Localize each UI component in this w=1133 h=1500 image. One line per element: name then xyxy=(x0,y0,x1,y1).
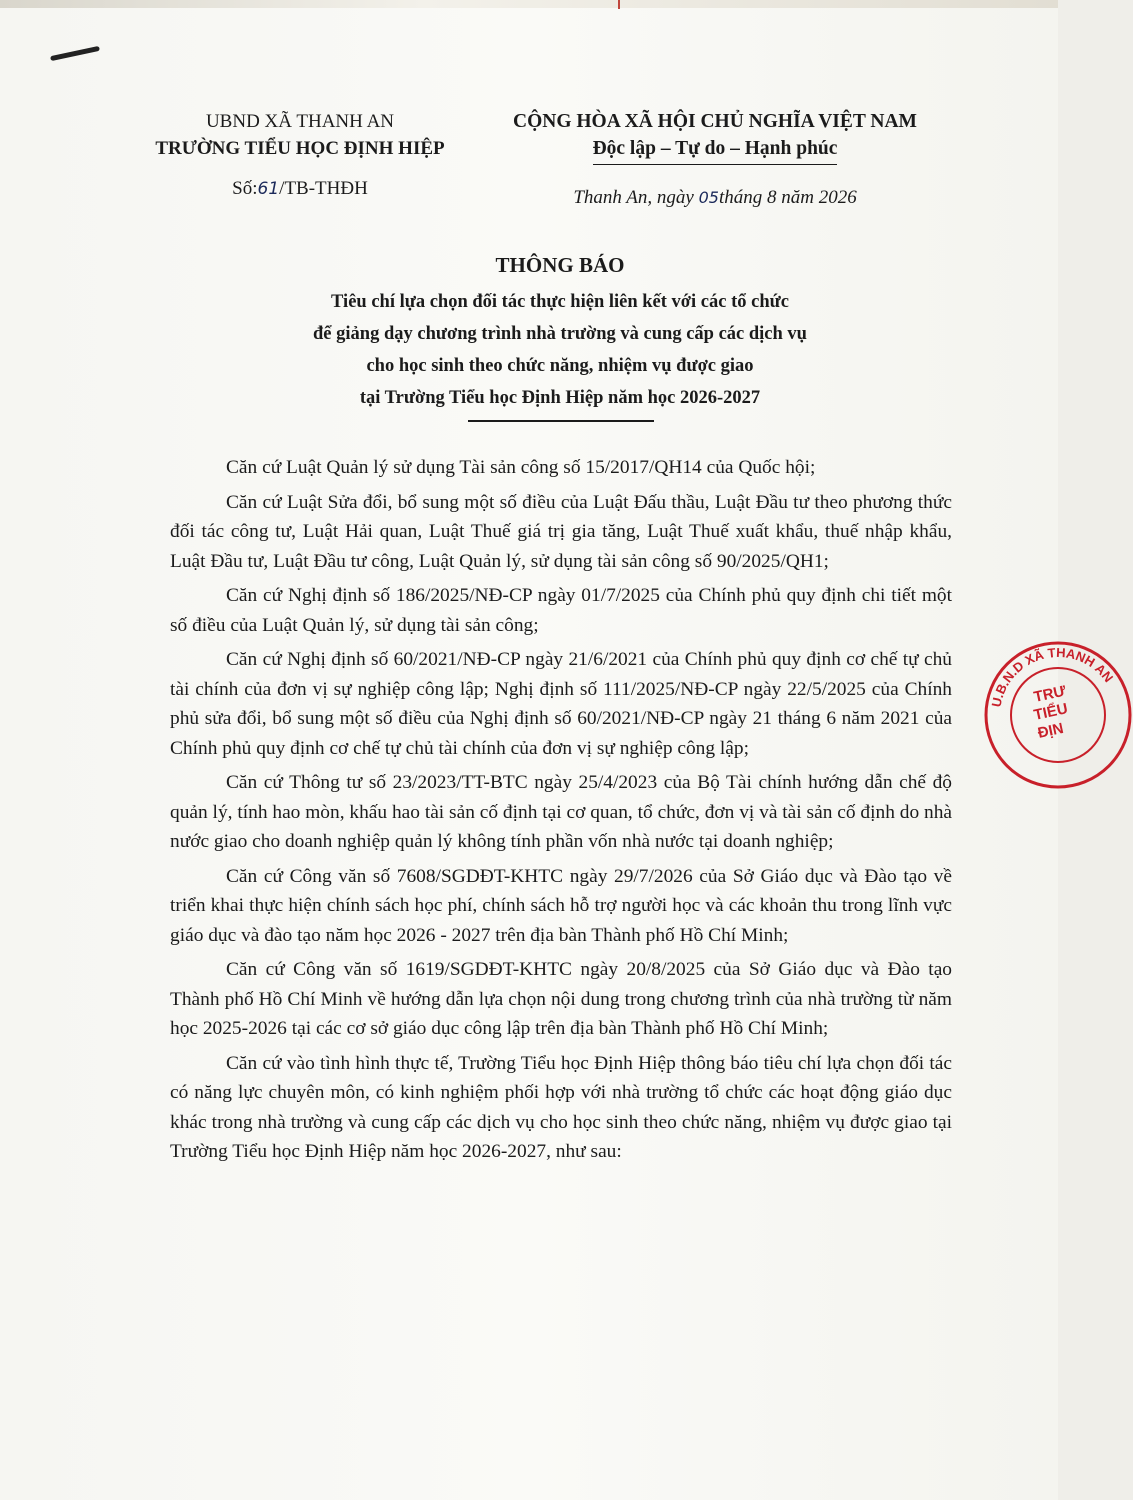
national-title: CỘNG HÒA XÃ HỘI CHỦ NGHĨA VIỆT NAM xyxy=(513,111,917,132)
place-date-line xyxy=(480,187,950,209)
subtitle-line: cho học sinh theo chức năng, nhiệm vụ được giao xyxy=(366,356,754,376)
legal-basis-paragraph: Căn cứ Luật Sửa đổi, bổ sung một số điều của Luật Đấu thầu, Luật Đầu tư theo phương thức đối tác công tư, Luật Hải quan, Luật Thuế giá trị gia tăng, Luật Thuế xuất khẩu, thuế nhập khẩu, Luật Đầu tư, Luật Đầu tư công, Luật Quản lý, sử dụng tài sản công số 90/2025/QH1; xyxy=(170,491,952,572)
date-prefix: Thanh An, ngày xyxy=(573,187,694,208)
pen-stroke-mark xyxy=(50,46,100,61)
date-suffix: tháng 8 năm 2026 xyxy=(718,187,857,208)
national-motto: Độc lập – Tự do – Hạnh phúc xyxy=(593,135,838,165)
seal-center-line: TRƯ xyxy=(1032,682,1068,706)
date-day-handwritten: 05 xyxy=(698,188,719,207)
subtitle-line: Tiêu chí lựa chọn đối tác thực hiện liên kết với các tổ chức xyxy=(331,292,789,312)
seal-ring-text: U.B.N.D XÃ THANH AN xyxy=(988,644,1117,709)
subtitle-line: để giảng dạy chương trình nhà trường và cung cấp các dịch vụ xyxy=(313,324,807,344)
subtitle-line: tại Trường Tiểu học Định Hiệp năm học 2026-2027 xyxy=(359,388,761,408)
official-seal-stamp xyxy=(983,640,1133,790)
seal-center-line: TIỂU xyxy=(1032,700,1070,724)
legal-basis-paragraph: Căn cứ Luật Quản lý sử dụng Tài sản công số 15/2017/QH14 của Quốc hội; xyxy=(226,457,816,478)
announcement-intro-paragraph: Căn cứ vào tình hình thực tế, Trường Tiểu học Định Hiệp thông báo tiêu chí lựa chọn đối tác có năng lực chuyên môn, có kinh nghiệm phối hợp với nhà trường tổ chức các hoạt động giáo dục khác trong nhà trường và cung cấp các dịch vụ cho học sinh theo chức năng, nhiệm vụ được giao tại Trường Tiểu học Định Hiệp năm học 2026-2027, như sau: xyxy=(170,1052,952,1162)
legal-basis-paragraph: Căn cứ Nghị định số 60/2021/NĐ-CP ngày 21/6/2021 của Chính phủ quy định cơ chế tự chủ tài chính của đơn vị sự nghiệp công lập; Nghị định số 111/2025/NĐ-CP ngày 22/5/2025 của Chính phủ sửa đổi, bổ sung một số điều của Nghị định số 60/2021/NĐ-CP ngày 21 tháng 6 năm 2021 của Chính phủ quy định cơ chế tự chủ tài chính của đơn vị sự nghiệp công lập; xyxy=(170,649,952,759)
legal-basis-paragraph: Căn cứ Công văn số 1619/SGDĐT-KHTC ngày 20/8/2025 của Sở Giáo dục và Đào tạo Thành phố Hồ Chí Minh về hướng dẫn lựa chọn nội dung trong chương trình của nhà trường từ năm học 2025-2026 tại các cơ sở giáo dục công lập trên địa bàn Thành phố Hồ Chí Minh; xyxy=(170,959,952,1039)
title-underline xyxy=(468,420,654,422)
national-heading-block xyxy=(480,108,950,165)
doc-number-suffix: /TB-THĐH xyxy=(279,178,368,199)
school-name: TRƯỜNG TIỂU HỌC ĐỊNH HIỆP xyxy=(155,138,445,159)
doc-number-prefix: Số: xyxy=(232,178,258,199)
scan-top-edge xyxy=(0,0,1058,8)
authority-name: UBND XÃ THANH AN xyxy=(205,111,395,132)
seal-center-line: ĐỊN xyxy=(1036,719,1066,742)
document-body xyxy=(170,453,952,1172)
document-title: THÔNG BÁO xyxy=(495,253,625,277)
document-number xyxy=(130,175,470,203)
legal-basis-paragraph: Căn cứ Thông tư số 23/2023/TT-BTC ngày 25/4/2023 của Bộ Tài chính hướng dẫn chế độ quản lý, tính hao mòn, khấu hao tài sản cố định tại cơ quan, tổ chức, đơn vị và tài sản cố định do nhà nước giao cho doanh nghiệp quản lý không tính phần vốn nhà nước tại doanh nghiệp; xyxy=(170,772,952,852)
issuing-authority-block xyxy=(130,108,470,203)
legal-basis-paragraph: Căn cứ Công văn số 7608/SGDĐT-KHTC ngày 29/7/2026 của Sở Giáo dục và Đào tạo về triển khai thực hiện chính sách học phí, chính sách hỗ trợ người học và các khoản thu trong lĩnh vực giáo dục và đào tạo năm học 2026 - 2027 trên địa bàn Thành phố Hồ Chí Minh; xyxy=(170,865,952,946)
scan-red-mark xyxy=(618,0,620,9)
doc-number-handwritten: 61 xyxy=(257,179,280,199)
legal-basis-paragraph: Căn cứ Nghị định số 186/2025/NĐ-CP ngày 01/7/2025 của Chính phủ quy định chi tiết một số điều của Luật Quản lý, sử dụng tài sản công; xyxy=(170,585,952,636)
document-subtitle xyxy=(100,286,1020,414)
